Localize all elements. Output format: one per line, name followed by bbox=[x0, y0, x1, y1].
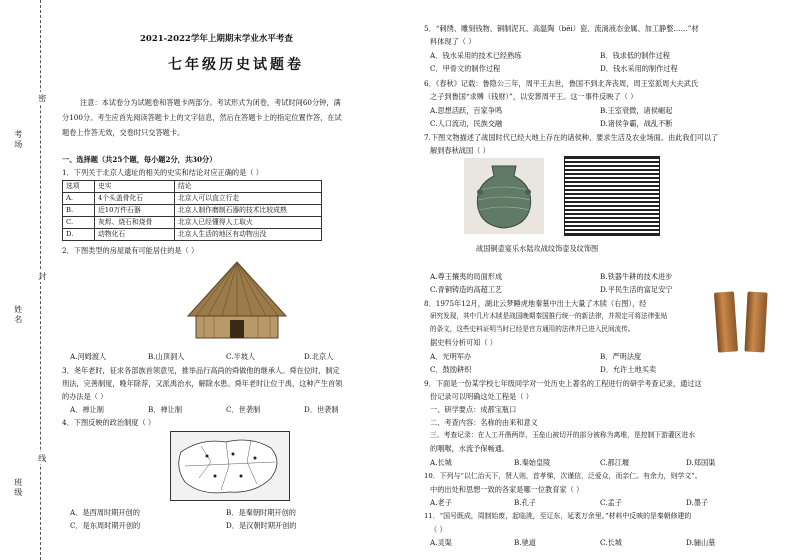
binding-strip bbox=[0, 0, 52, 560]
q11-option-b: B.驰道 bbox=[514, 538, 536, 547]
question-11-line-1: 11．“国号既成，周制始废，起临洮，至辽东，延袤万余里。”材料中反映的是秦朝修建的 bbox=[424, 512, 692, 520]
q7-option-a: A.尊王攘夷的局面形成 bbox=[430, 272, 503, 281]
question-1-table bbox=[62, 180, 322, 241]
question-9-line-1: 9．下面是一份某学校七年级同学对一处历史上著名的工程进行的研学考查记录，通过这 bbox=[424, 379, 702, 388]
q8-option-a: A．光明军办 bbox=[430, 352, 472, 361]
q5-option-b: B．钱求低的制作过程 bbox=[600, 51, 670, 60]
left-column bbox=[62, 0, 404, 560]
pattern-rubbing-image bbox=[564, 156, 660, 236]
q6-option-c: C.人口流动，民族交融 bbox=[430, 119, 503, 128]
notice-line-3: 题卷上作答无效，交卷时只交答题卡。 bbox=[62, 128, 185, 137]
question-8-line-2: 研究发现，其中几片木牍是战国晚期秦国推行统一的新法律，并规定可将法律张贴 bbox=[430, 312, 668, 320]
question-7-line-2: 解到春秋战国（ ） bbox=[430, 146, 490, 155]
table-header-option: 选项 bbox=[63, 181, 95, 193]
q10-option-c: C.孟子 bbox=[600, 498, 622, 507]
map-image bbox=[170, 431, 290, 501]
q8-option-c: C．鼓励耕织 bbox=[430, 365, 472, 374]
q7-option-d: D.平民生活的富足安宁 bbox=[600, 285, 673, 294]
q4-option-a: A．是西周时期开创的 bbox=[70, 508, 140, 517]
thatched-hut-image bbox=[182, 258, 292, 346]
bronze-pot-image bbox=[464, 158, 544, 234]
q7-option-c: C.青铜铸造的高超工艺 bbox=[430, 285, 503, 294]
question-10-line-2: 中的出处和思想一致的各家是哪一位教育家（ ） bbox=[430, 485, 584, 494]
table-cell: 动物化石 bbox=[95, 229, 175, 241]
table-row bbox=[63, 193, 322, 205]
seal-mark-xian: 线 bbox=[37, 454, 47, 462]
table-cell: D. bbox=[63, 229, 95, 241]
exam-year-line: 2021-2022学年上期期末学业水平考查 bbox=[140, 34, 293, 44]
table-cell: 北京人可以直立行走 bbox=[175, 193, 322, 205]
table-row bbox=[63, 229, 322, 241]
q7-option-b: B.铁器牛耕的技术进步 bbox=[600, 272, 673, 281]
q11-option-c: C.长城 bbox=[600, 538, 622, 547]
seal-mark-mi: 密 bbox=[37, 94, 47, 102]
section-heading: 一、选择题（共25个题，每小题2分，共30分） bbox=[62, 155, 217, 164]
question-10-line-1: 10．下列与“以仁治天下，贤人则，首孝悌，次谨信，泛爱众，而亲仁。有余力，则学文”。 bbox=[424, 472, 702, 480]
q6-option-a: A.思想活跃，百家争鸣 bbox=[430, 106, 503, 115]
q9-option-c: C.都江堰 bbox=[600, 458, 630, 467]
wooden-slip-image-right bbox=[744, 292, 767, 353]
name-label: 姓名 bbox=[13, 305, 23, 325]
q9-option-b: B.秦始皇陵 bbox=[514, 458, 551, 467]
table-cell: 灰烬、烧石和烧骨 bbox=[95, 217, 175, 229]
exam-title: 七年级历史试题卷 bbox=[168, 57, 304, 73]
question-8-line-1: 8．1975年12月，湖北云梦睡虎地秦墓中出土大量了木牍（右图），经 bbox=[424, 299, 647, 308]
q6-option-b: B.王室衰微，诸侯崛起 bbox=[600, 106, 673, 115]
question-6-line-2: 之子到鲁国“求赙（钱财）”，以安葬周平王。这一事件反映了（ ） bbox=[430, 92, 638, 101]
q3-option-b: B．禅让制 bbox=[148, 405, 183, 414]
q9-option-a: A.长城 bbox=[430, 458, 452, 467]
q10-option-a: A.老子 bbox=[430, 498, 452, 507]
question-3-line-1: 3．尧年老时，征求各部族首领意见，推举品行高尚的舜做他的继承人。舜在位时，制定 bbox=[62, 366, 340, 375]
q10-option-b: B.孔子 bbox=[514, 498, 536, 507]
question-6-line-1: 6．《春秋》记载：鲁隐公三年，周平王去世，鲁国不到北奔丧周，周王室派周大夫武氏 bbox=[424, 79, 699, 88]
question-3-line-3: 的办法是（ ） bbox=[62, 392, 108, 401]
q2-option-a: A.河姆渡人 bbox=[70, 352, 107, 361]
q9-record-2: 二、考查内容：名称的由来和意义 bbox=[430, 418, 538, 427]
q5-option-a: A．钱水采用的技术已经熟练 bbox=[430, 51, 522, 60]
q11-option-a: A.灵渠 bbox=[430, 538, 452, 547]
table-header-fact: 史实 bbox=[95, 181, 175, 193]
question-8-line-3: 的条文，这些史料证明当时已经是官方通用的法律并已进入民间流传。 bbox=[430, 325, 635, 333]
table-header-conclusion: 结论 bbox=[175, 181, 322, 193]
q6-option-d: D.诸侯争霸，战乱不断 bbox=[600, 119, 673, 128]
q5-option-c: C．甲骨文的制作过程 bbox=[430, 64, 501, 73]
table-cell: 4个头盖骨化石 bbox=[95, 193, 175, 205]
q2-option-d: D.北京人 bbox=[304, 352, 334, 361]
question-5-line-1: 5．“刺绣、雕刻钱物、铜制泥瓦、高温陶（bēi）瓷、流淌液态金属、加工静整……”材 bbox=[424, 24, 699, 33]
question-3-line-2: 刑法，完善制度，晚年除荐，又派禹治水，解除水患。舜年老时让位于禹，这种产生首领 bbox=[62, 379, 343, 388]
table-cell: 北京人生活的地区有动物出没 bbox=[175, 229, 322, 241]
wooden-slip-image-left bbox=[714, 291, 738, 352]
q8-option-b: B．严明法度 bbox=[600, 352, 642, 361]
q3-option-c: C．世袭制 bbox=[226, 405, 261, 414]
notice-line-1: 注意：本试卷分为试题卷和答题卡两部分。考试形式为闭卷，考试时间60分钟，满 bbox=[80, 98, 341, 107]
seal-mark-feng: 封 bbox=[37, 272, 47, 280]
right-column bbox=[424, 0, 786, 560]
q11-option-d: D.骊山墓 bbox=[686, 538, 716, 547]
question-1: 1．下列关于北京人遗址的相关的史实和结论对应正确的是（ ） bbox=[62, 168, 263, 177]
question-4: 4．下图反映的政治制度（ ） bbox=[62, 418, 156, 427]
q4-option-c: C．是东周时期开创的 bbox=[70, 521, 141, 530]
q9-record-3: 三、考查记录：在人工开凿两岸，玉垒山被切开的部分被称为离堆，是控制下游灌区进水 bbox=[430, 431, 696, 439]
table-row bbox=[63, 217, 322, 229]
q4-option-b: B．是秦朝时期开创的 bbox=[226, 508, 296, 517]
q2-option-c: C.半坡人 bbox=[226, 352, 256, 361]
question-2: 2．下图类型的房屋最有可能居住的是（ ） bbox=[62, 246, 199, 255]
table-cell: A. bbox=[63, 193, 95, 205]
q2-option-b: B.山顶洞人 bbox=[148, 352, 185, 361]
table-cell: B. bbox=[63, 205, 95, 217]
question-5-line-2: 料体现了（ ） bbox=[430, 37, 476, 46]
question-8-line-4: 据史料分析可知（ ） bbox=[430, 338, 497, 347]
q4-option-d: D．是汉朝时期开创的 bbox=[226, 521, 297, 530]
q8-option-d: D．允许土地买卖 bbox=[600, 365, 657, 374]
q3-option-a: A．禅让制 bbox=[70, 405, 104, 414]
q7-caption: 战国铜壶宴乐水陆攻战纹饰壶及纹饰图 bbox=[476, 244, 599, 253]
table-cell: 近10万件石器 bbox=[95, 205, 175, 217]
q9-record-4: 的咽喉，水流予保畅通。 bbox=[430, 444, 510, 453]
q9-record-1: 一、研学要点：成都宝瓶口 bbox=[430, 405, 517, 414]
q3-option-d: D．世袭制 bbox=[304, 405, 339, 414]
q10-option-d: D.墨子 bbox=[686, 498, 709, 507]
exam-room-label: 考场 bbox=[13, 130, 23, 150]
q9-option-d: D.郑国渠 bbox=[686, 458, 716, 467]
question-7-line-1: 7.下图文物描述了战国时代已经大地上存在的诸侯种、要求生活及农业场面。由此我们可以了 bbox=[424, 133, 719, 142]
question-11-line-2: （ ） bbox=[430, 525, 447, 534]
table-cell: 北京人已经懂得人工取火 bbox=[175, 217, 322, 229]
class-label: 班级 bbox=[13, 478, 23, 498]
table-row bbox=[63, 205, 322, 217]
question-9-line-2: 份记录可以明确这处工程是（ ） bbox=[430, 392, 533, 401]
table-cell: C. bbox=[63, 217, 95, 229]
table-cell: 北京人制作磨制石器的技术比较成熟 bbox=[175, 205, 322, 217]
q5-option-d: D．钱水采用的制作过程 bbox=[600, 64, 678, 73]
notice-line-2: 分100分。考生应首先阅读答题卡上的文字信息，然后在答题卡上的指定位置作答，在试 bbox=[62, 113, 342, 122]
